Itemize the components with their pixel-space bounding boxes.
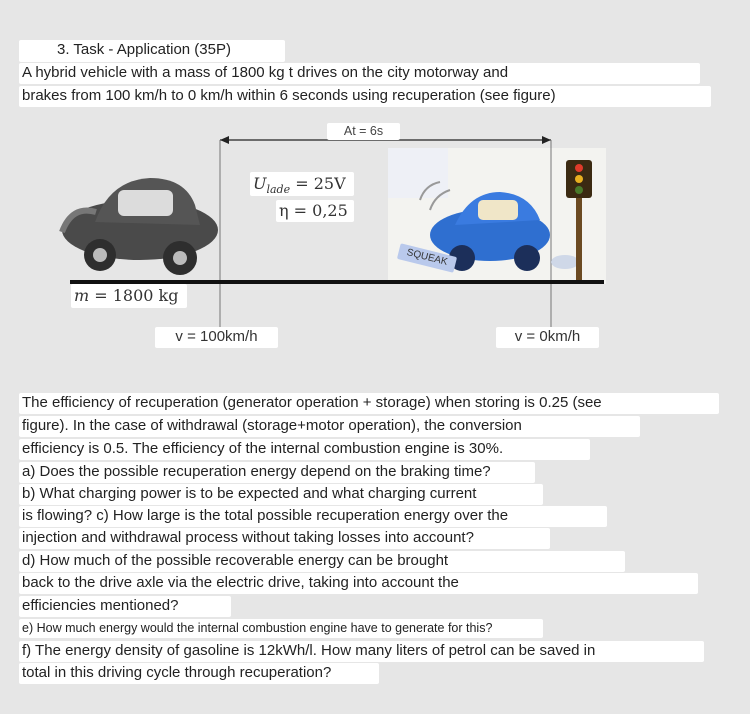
intro-line-1: A hybrid vehicle with a mass of 1800 kg t drives on the city motorway and <box>19 63 700 84</box>
question-a: a) Does the possible recuperation energy depend on the braking time? <box>19 462 535 483</box>
squeak-label: SQUEAK <box>397 243 457 273</box>
question-f: f) The energy density of gasoline is 12kWh/l. How many liters of petrol can be saved in <box>19 641 704 662</box>
body-line-2: figure). In the case of withdrawal (storage+motor operation), the conversion <box>19 416 640 437</box>
question-d-cont: back to the drive axle via the electric drive, taking into account the <box>19 573 698 594</box>
question-e: e) How much energy would the internal combustion engine have to generate for this? <box>19 619 543 638</box>
question-d-end: efficiencies mentioned? <box>19 596 231 617</box>
end-speed-label: v = 0km/h <box>496 327 599 348</box>
car-left-icon <box>62 178 218 275</box>
body-line-1: The efficiency of recuperation (generator operation + storage) when storing is 0.25 (see <box>19 393 719 414</box>
start-speed-label: v = 100km/h <box>155 327 278 348</box>
mass-label: m = 1800 kg <box>71 284 187 308</box>
efficiency-label: η = 0,25 <box>276 200 354 222</box>
question-d: d) How much of the possible recoverable energy can be brought <box>19 551 625 572</box>
question-b: b) What charging power is to be expected and what charging current <box>19 484 543 505</box>
question-b-c: is flowing? c) How large is the total possible recuperation energy over the <box>19 506 607 527</box>
charging-voltage-label: $U_{lade} = 25V$ <box>250 172 354 196</box>
body-line-3: efficiency is 0.5. The efficiency of the internal combustion engine is 30%. <box>19 439 590 460</box>
question-f-cont: total in this driving cycle through recuperation? <box>19 663 379 684</box>
time-interval-label: At = 6s <box>327 123 400 140</box>
intro-line-2: brakes from 100 km/h to 0 km/h within 6 seconds using recuperation (see figure) <box>19 86 711 107</box>
question-c-cont: injection and withdrawal process without taking losses into account? <box>19 528 550 549</box>
task-title: 3. Task - Application (35P) <box>19 40 285 62</box>
